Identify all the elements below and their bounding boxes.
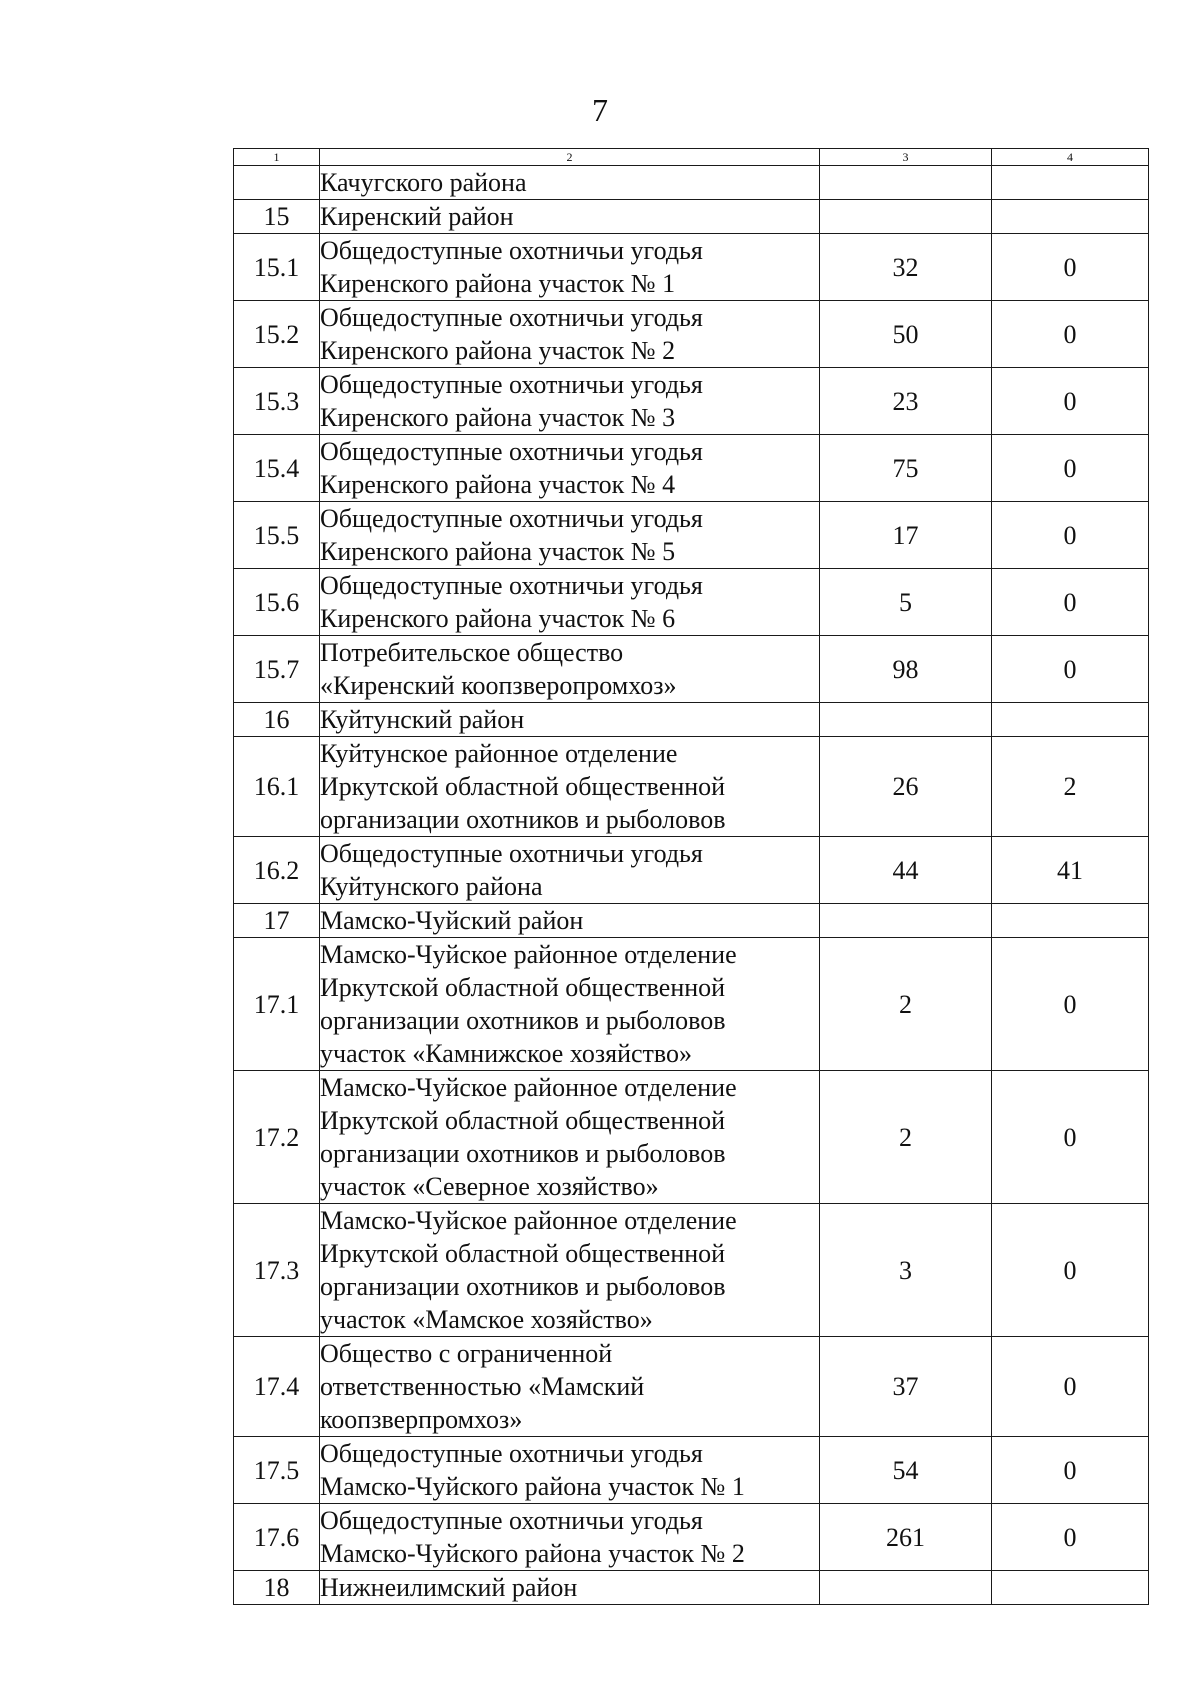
table-row (234, 166, 1149, 200)
row-name (320, 938, 820, 1071)
value-col-4: 0 (992, 938, 1149, 1071)
row-number: 18 (234, 1571, 320, 1605)
row-name-line: организации охотников и рыболовов (320, 1272, 726, 1301)
row-name-line: Общедоступные охотничьи угодья (320, 571, 703, 600)
row-name-line: Мамско-Чуйское районное отделение (320, 940, 737, 969)
value-col-3: 26 (820, 737, 992, 837)
hunting-grounds-table (233, 148, 1149, 1605)
value-col-4 (992, 904, 1149, 938)
value-col-4 (992, 200, 1149, 234)
row-name (320, 737, 820, 837)
value-col-4: 0 (992, 1437, 1149, 1504)
row-name-line: организации охотников и рыболовов (320, 1139, 726, 1168)
value-col-3: 3 (820, 1204, 992, 1337)
row-name-line: коопзверпромхоз» (320, 1405, 523, 1434)
row-name (320, 1204, 820, 1337)
row-name (320, 1071, 820, 1204)
row-name-line: Киренский район (320, 202, 514, 231)
row-name-line: Киренского района участок № 4 (320, 470, 676, 499)
value-col-3: 75 (820, 435, 992, 502)
column-header-3: 3 (820, 149, 992, 166)
row-name (320, 200, 820, 234)
row-name (320, 904, 820, 938)
row-number: 15.2 (234, 301, 320, 368)
row-name-line: Общедоступные охотничьи угодья (320, 236, 703, 265)
table-row (234, 1504, 1149, 1571)
value-col-3: 44 (820, 837, 992, 904)
table-body (234, 166, 1149, 1605)
table-row (234, 234, 1149, 301)
row-name-line: участок «Северное хозяйство» (320, 1172, 659, 1201)
value-col-3: 5 (820, 569, 992, 636)
row-name-line: Иркутской областной общественной (320, 973, 726, 1002)
row-name-line: Киренского района участок № 3 (320, 403, 676, 432)
row-number: 15.3 (234, 368, 320, 435)
row-name-line: Мамско-Чуйское районное отделение (320, 1206, 737, 1235)
row-name-line: Мамско-Чуйское районное отделение (320, 1073, 737, 1102)
value-col-4: 0 (992, 435, 1149, 502)
row-name-line: Киренского района участок № 6 (320, 604, 676, 633)
row-name (320, 1437, 820, 1504)
row-number: 17.3 (234, 1204, 320, 1337)
value-col-4: 0 (992, 636, 1149, 703)
table-row (234, 703, 1149, 737)
table-row (234, 435, 1149, 502)
row-name-line: Общедоступные охотничьи угодья (320, 839, 703, 868)
row-number: 15 (234, 200, 320, 234)
table-row (234, 1437, 1149, 1504)
row-number: 15.4 (234, 435, 320, 502)
row-name (320, 234, 820, 301)
table-row (234, 301, 1149, 368)
value-col-3 (820, 1571, 992, 1605)
row-number: 17.2 (234, 1071, 320, 1204)
table-row (234, 938, 1149, 1071)
table-row (234, 904, 1149, 938)
value-col-3 (820, 200, 992, 234)
row-name-line: организации охотников и рыболовов (320, 1006, 726, 1035)
value-col-3: 2 (820, 1071, 992, 1204)
value-col-4: 0 (992, 368, 1149, 435)
value-col-3: 37 (820, 1337, 992, 1437)
value-col-4: 0 (992, 1204, 1149, 1337)
value-col-4: 0 (992, 301, 1149, 368)
value-col-3: 32 (820, 234, 992, 301)
value-col-3: 23 (820, 368, 992, 435)
row-number: 17.4 (234, 1337, 320, 1437)
row-number: 17.6 (234, 1504, 320, 1571)
row-name-line: Мамско-Чуйского района участок № 2 (320, 1539, 745, 1568)
row-name (320, 166, 820, 200)
row-name-line: Общедоступные охотничьи угодья (320, 437, 703, 466)
table-row (234, 1571, 1149, 1605)
row-name-line: участок «Мамское хозяйство» (320, 1305, 653, 1334)
row-name (320, 1571, 820, 1605)
row-name-line: организации охотников и рыболовов (320, 805, 726, 834)
value-col-4: 41 (992, 837, 1149, 904)
row-name-line: Потребительское общество (320, 638, 624, 667)
row-name-line: Общедоступные охотничьи угодья (320, 1506, 703, 1535)
value-col-4 (992, 166, 1149, 200)
row-name-line: Мамско-Чуйский район (320, 906, 584, 935)
row-name-line: Общество с ограниченной (320, 1339, 613, 1368)
row-name-line: «Киренский коопзверопромхоз» (320, 671, 677, 700)
table-row (234, 837, 1149, 904)
row-name-line: Киренского района участок № 1 (320, 269, 676, 298)
value-col-3: 50 (820, 301, 992, 368)
row-name-line: Иркутской областной общественной (320, 1106, 726, 1135)
row-name-line: Куйтунское районное отделение (320, 739, 678, 768)
value-col-3 (820, 904, 992, 938)
value-col-4: 0 (992, 234, 1149, 301)
row-name (320, 1504, 820, 1571)
value-col-3 (820, 166, 992, 200)
column-header-2: 2 (320, 149, 820, 166)
row-name-line: участок «Камнижское хозяйство» (320, 1039, 692, 1068)
row-name-line: Куйтунского района (320, 872, 543, 901)
row-number: 16.1 (234, 737, 320, 837)
value-col-3 (820, 703, 992, 737)
value-col-3: 2 (820, 938, 992, 1071)
row-name (320, 569, 820, 636)
column-header-1: 1 (234, 149, 320, 166)
row-name-line: Общедоступные охотничьи угодья (320, 370, 703, 399)
row-name (320, 368, 820, 435)
value-col-4 (992, 703, 1149, 737)
value-col-4: 0 (992, 502, 1149, 569)
header-row (234, 149, 1149, 166)
row-name (320, 703, 820, 737)
row-number: 16 (234, 703, 320, 737)
row-name-line: ответственностью «Мамский (320, 1372, 645, 1401)
value-col-3: 261 (820, 1504, 992, 1571)
value-col-4: 0 (992, 1071, 1149, 1204)
value-col-4: 0 (992, 1337, 1149, 1437)
row-number: 17.5 (234, 1437, 320, 1504)
row-name-line: Нижнеилимский район (320, 1573, 578, 1602)
value-col-3: 17 (820, 502, 992, 569)
table-row (234, 1071, 1149, 1204)
row-name-line: Общедоступные охотничьи угодья (320, 1439, 703, 1468)
row-name-line: Киренского района участок № 5 (320, 537, 676, 566)
table-row (234, 569, 1149, 636)
value-col-3: 54 (820, 1437, 992, 1504)
row-number: 16.2 (234, 837, 320, 904)
table-row (234, 636, 1149, 703)
row-name (320, 636, 820, 703)
row-name-line: Киренского района участок № 2 (320, 336, 676, 365)
table-row (234, 502, 1149, 569)
row-number: 15.1 (234, 234, 320, 301)
row-name (320, 837, 820, 904)
row-number: 15.7 (234, 636, 320, 703)
row-name (320, 435, 820, 502)
row-number: 17 (234, 904, 320, 938)
row-name-line: Общедоступные охотничьи угодья (320, 504, 703, 533)
row-name (320, 1337, 820, 1437)
table-row (234, 200, 1149, 234)
column-header-4: 4 (992, 149, 1149, 166)
row-number: 15.5 (234, 502, 320, 569)
row-name-line: Иркутской областной общественной (320, 772, 726, 801)
value-col-3: 98 (820, 636, 992, 703)
table-row (234, 368, 1149, 435)
row-name (320, 502, 820, 569)
row-name-line: Мамско-Чуйского района участок № 1 (320, 1472, 745, 1501)
row-name-line: Качугского района (320, 168, 527, 197)
row-name-line: Иркутской областной общественной (320, 1239, 726, 1268)
table-row (234, 737, 1149, 837)
row-name-line: Куйтунский район (320, 705, 525, 734)
row-number: 17.1 (234, 938, 320, 1071)
table-row (234, 1337, 1149, 1437)
row-number: 15.6 (234, 569, 320, 636)
row-name (320, 301, 820, 368)
value-col-4: 2 (992, 737, 1149, 837)
page-number: 7 (592, 92, 608, 128)
value-col-4: 0 (992, 1504, 1149, 1571)
value-col-4: 0 (992, 569, 1149, 636)
value-col-4 (992, 1571, 1149, 1605)
row-number (234, 166, 320, 200)
table-row (234, 1204, 1149, 1337)
row-name-line: Общедоступные охотничьи угодья (320, 303, 703, 332)
